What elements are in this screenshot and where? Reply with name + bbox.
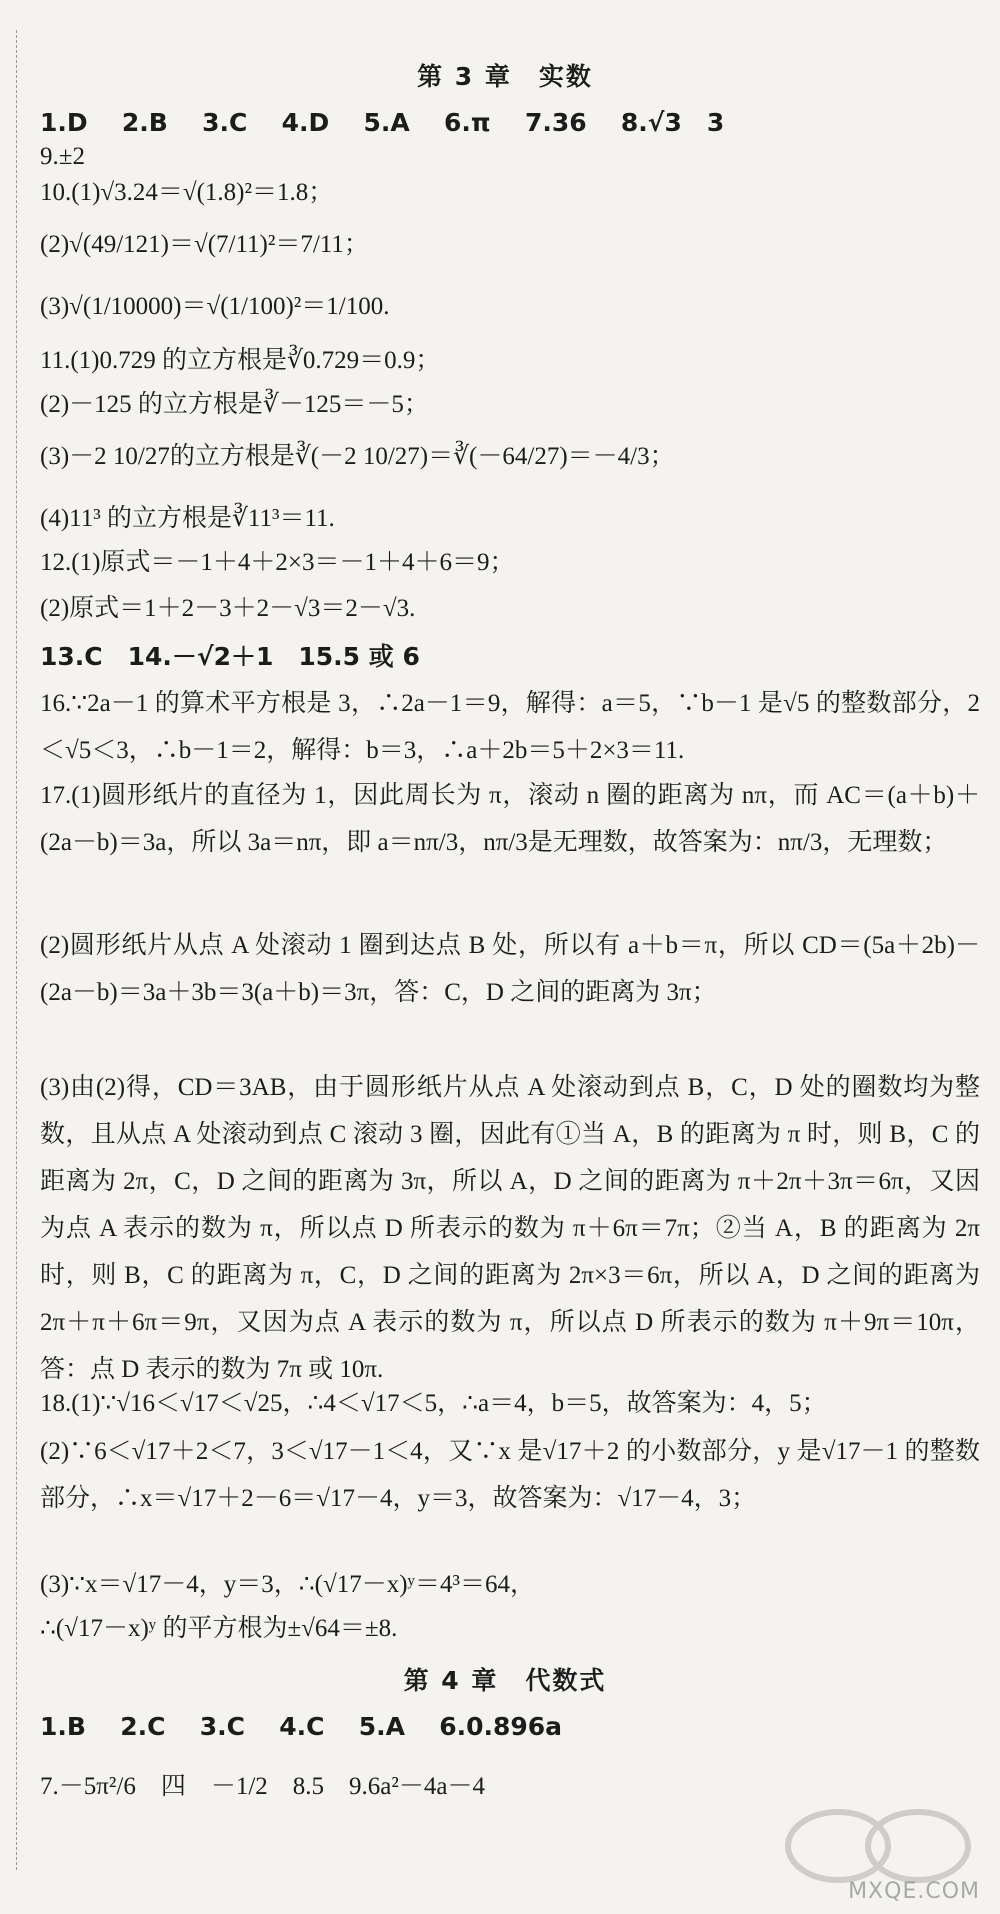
answer-q10-3: (3)√(1/10000)＝√(1/100)²＝1/100. [40, 293, 390, 320]
answer-item: 2.C [120, 1712, 166, 1741]
answer-q9: 9.±2 [40, 143, 85, 170]
answer-item: 5.A [358, 1712, 405, 1741]
chapter-4-choices [40, 1710, 970, 1745]
chapter-4-title: 第 4 章 代数式 [403, 1666, 607, 1695]
answer-q12-2: (2)原式＝1＋2－3＋2－√3＝2－√3. [40, 595, 416, 622]
answer-item: 6.π [444, 108, 491, 137]
answer-q7-9: 7.－5π²/6 四 －1/2 8.5 9.6a²－4a－4 [40, 1773, 485, 1800]
answer-q18-2: (2)∵6＜√17＋2＜7，3＜√17－1＜4，又∵x 是√17＋2 的小数部分，y 是√17－1 的整数部分，∴x＝√17＋2－6＝√17－4，y＝3，故答案为：√17－4，3； [40, 1438, 980, 1512]
answer-item: 7.36 [524, 108, 587, 137]
answer-item: 1.B [40, 1712, 86, 1741]
answer-item: 3.C [199, 1712, 245, 1741]
answer-item: 6.0.896a [439, 1712, 563, 1741]
answer-q10-2: (2)√(49/121)＝√(7/11)²＝7/11； [40, 231, 369, 258]
answer-item: 1.D [40, 108, 88, 137]
answer-q10-1: 10.(1)√3.24＝√(1.8)²＝1.8； [40, 179, 334, 206]
answer-q11-1: 11.(1)0.729 的立方根是∛0.729＝0.9； [40, 347, 441, 374]
answer-item: 4.C [279, 1712, 325, 1741]
answer-q18-1: 18.(1)∵√16＜√17＜√25，∴4＜√17＜5，∴a＝4，b＝5，故答案为：4，5； [40, 1390, 827, 1417]
chapter-3-title: 第 3 章 实数 [417, 62, 593, 91]
answer-q17-1: 17.(1)圆形纸片的直径为 1，因此周长为 π，滚动 n 圈的距离为 nπ，而 AC＝(a＋b)＋(2a－b)＝3a，所以 3a＝nπ，即 a＝nπ/3，nπ/3是无理数，故答案为：nπ/3，无理数； [40, 782, 980, 856]
answer-item: 4.D [281, 108, 330, 137]
answer-item: 2.B [121, 108, 168, 137]
answer-q11-4: (4)11³ 的立方根是∛11³＝11. [40, 505, 335, 532]
answer-q17-3: (3)由(2)得，CD＝3AB，由于圆形纸片从点 A 处滚动到点 B，C，D 处的圈数均为整数，且从点 A 处滚动到点 C 滚动 3 圈，因此有①当 A，B 的距离为 π 时，则 B，C 的距离为 2π，C，D 之间的距离为 3π，所以 A，D 之间的距离为 π＋2π＋3π＝6π，又因为点 A 表示的数为 π，所以点 D 所表示的数为 π＋6π＝7π；②当 A，B 的距离为 2π 时，则 B，C 的距离为 π，C，D 之间的距离为 2π×3＝6π，所以 A，D 之间的距离为 2π＋π＋6π＝9π，又因为点 A 表示的数为 π，所以点 D 所表示的数为 π＋9π＝10π，答：点 D 表示的数为 7π 或 10π. [40, 1074, 980, 1383]
answer-item: 5.A [363, 108, 410, 137]
answer-item: 8.√3 3 [620, 108, 725, 137]
answer-q13-15: 13.C 14.－√2＋1 15.5 或 6 [40, 642, 420, 671]
answer-q18-4: ∴(√17－x)ʸ 的平方根为±√64＝±8. [40, 1615, 398, 1642]
answer-q16: 16.∵2a－1 的算术平方根是 3，∴2a－1＝9，解得：a＝5，∵b－1 是√5 的整数部分，2＜√5＜3，∴b－1＝2，解得：b＝3，∴a＋2b＝5＋2×3＝11. [40, 690, 980, 764]
answer-q11-3: (3)－2 10/27的立方根是∛(－2 10/27)＝∛(－64/27)＝－4/3； [40, 443, 675, 470]
answer-q17-2: (2)圆形纸片从点 A 处滚动 1 圈到达点 B 处，所以有 a＋b＝π，所以 CD＝(5a＋2b)－(2a－b)＝3a＋3b＝3(a＋b)＝3π，答：C，D 之间的距离为 3π； [40, 932, 980, 1006]
answer-item: 3.C [202, 108, 248, 137]
answer-q12-1: 12.(1)原式＝－1＋4＋2×3＝－1＋4＋6＝9； [40, 549, 515, 576]
watermark-text: MXQE.COM [848, 1879, 980, 1904]
chapter-3-choices [40, 106, 970, 141]
answer-q18-3: (3)∵x＝√17－4，y＝3，∴(√17－x)ʸ＝4³＝64， [40, 1571, 535, 1598]
answer-q11-2: (2)－125 的立方根是∛－125＝－5； [40, 391, 429, 418]
binding-margin-line [16, 30, 17, 1870]
